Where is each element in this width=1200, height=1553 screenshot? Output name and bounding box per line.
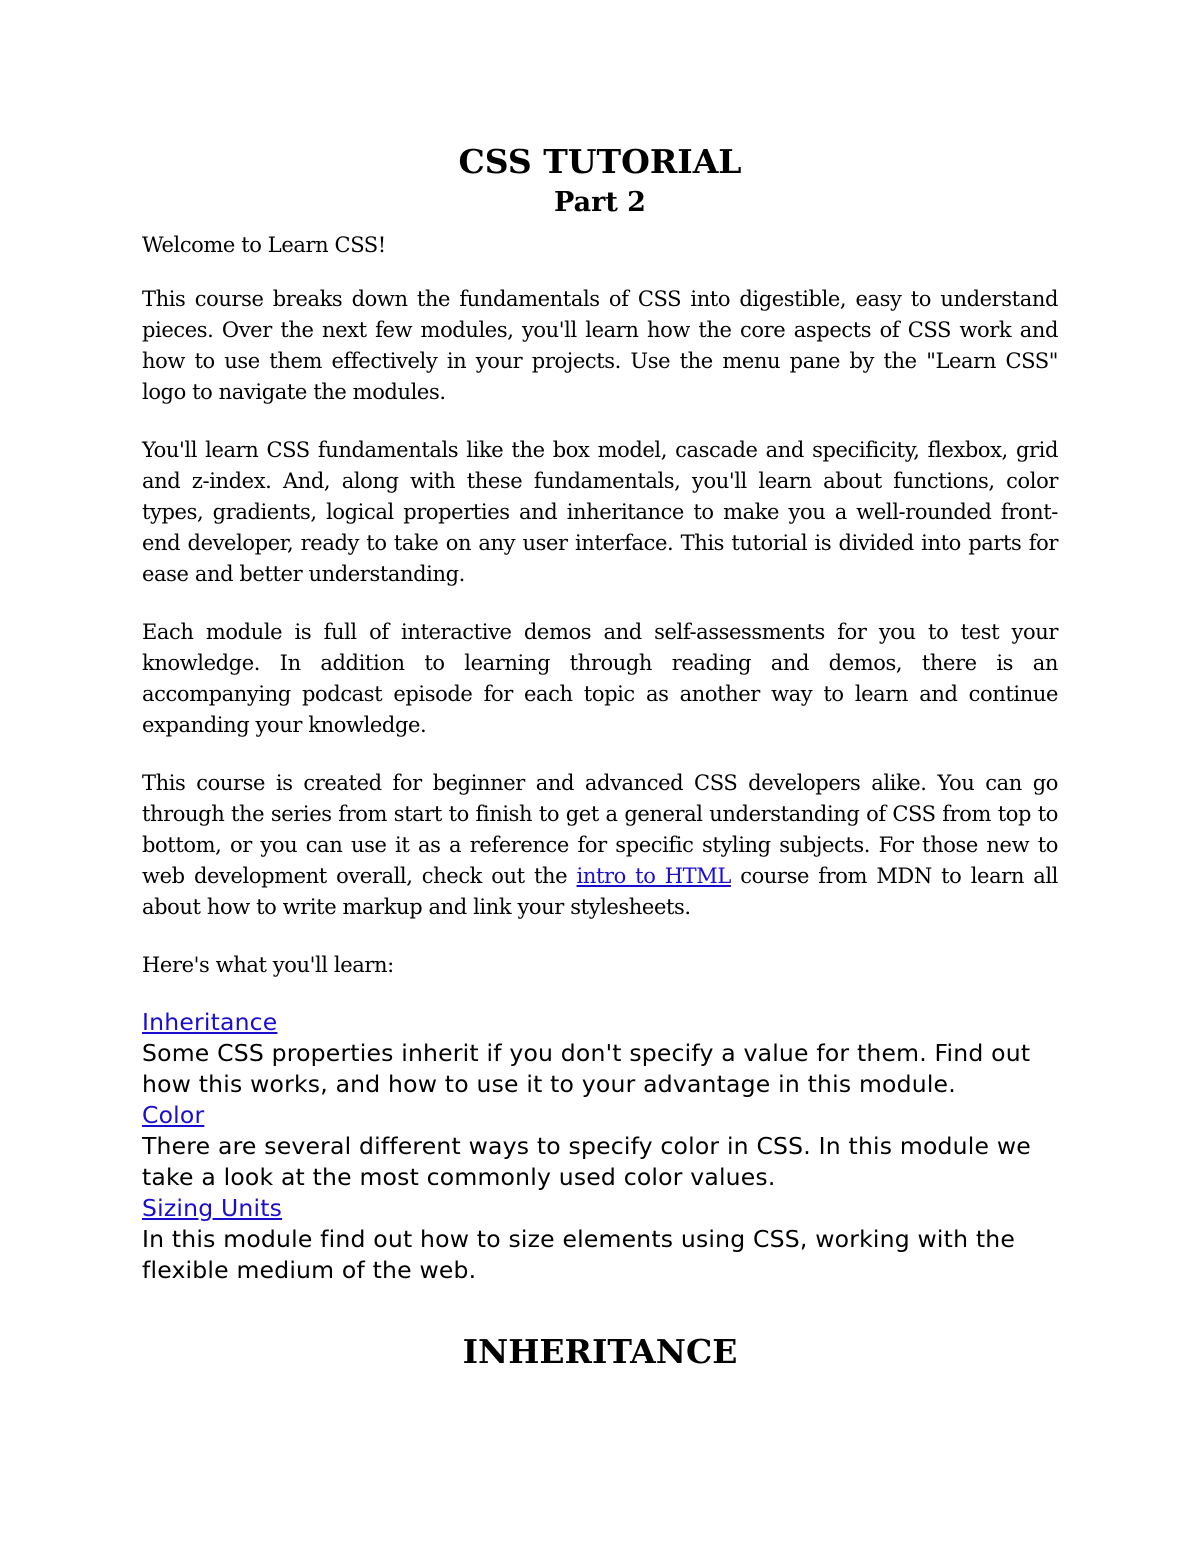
module-description: In this module find out how to size elements using CSS, working with the flexible medium of the web. <box>142 1225 1015 1284</box>
section-heading: INHERITANCE <box>462 1332 738 1371</box>
module-link-sizing-units[interactable]: Sizing Units <box>142 1194 283 1222</box>
intro-to-html-link[interactable]: intro to HTML <box>576 864 731 888</box>
list-item <box>142 1193 1058 1286</box>
module-link-color[interactable]: Color <box>142 1101 205 1129</box>
document-subtitle: Part 2 <box>554 187 646 218</box>
audience-text-after: course from MDN to learn all about how to write markup and link your stylesheets. <box>142 864 1058 919</box>
modules-paragraph: Each module is full of interactive demos and self-assessments for you to test your knowledge. In addition to learning through reading and demos, there is an accompanying podcast episode for each topic as another way to learn and continue expanding your knowledge. <box>142 620 1058 737</box>
list-item <box>142 1100 1058 1193</box>
module-description: There are several different ways to specify color in CSS. In this module we take a look at the most commonly used color values. <box>142 1132 1031 1191</box>
document-page <box>142 140 1058 1374</box>
learn-intro: Here's what you'll learn: <box>142 953 394 977</box>
audience-text-before: This course is created for beginner and advanced CSS developers alike. You can go through the series from start to finish to get a general understanding of CSS from top to bottom, or you can use it as a reference for specific styling subjects. For those new to web development overall, check out the <box>142 771 1058 888</box>
fundamentals-paragraph: You'll learn CSS fundamentals like the box model, cascade and specificity, flexbox, grid and z-index. And, along with these fundamentals, you'll learn about functions, color types, gradients, logical properties and inheritance to make you a well-rounded front-end developer, ready to take on any user interface. This tutorial is divided into parts for ease and better understanding. <box>142 438 1058 586</box>
document-title: CSS TUTORIAL <box>458 142 742 181</box>
intro-paragraph: This course breaks down the fundamentals of CSS into digestible, easy to understand pieces. Over the next few modules, you'll learn how the core aspects of CSS work and how to use them effectively in your projects. Use the menu pane by the "Learn CSS" logo to navigate the modules. <box>142 287 1058 404</box>
module-list <box>142 1007 1058 1286</box>
audience-paragraph <box>142 768 1058 923</box>
list-item <box>142 1007 1058 1100</box>
module-link-inheritance[interactable]: Inheritance <box>142 1008 278 1036</box>
welcome-text: Welcome to Learn CSS! <box>142 233 386 257</box>
module-description: Some CSS properties inherit if you don't specify a value for them. Find out how this works, and how to use it to your advantage in this module. <box>142 1039 1031 1098</box>
